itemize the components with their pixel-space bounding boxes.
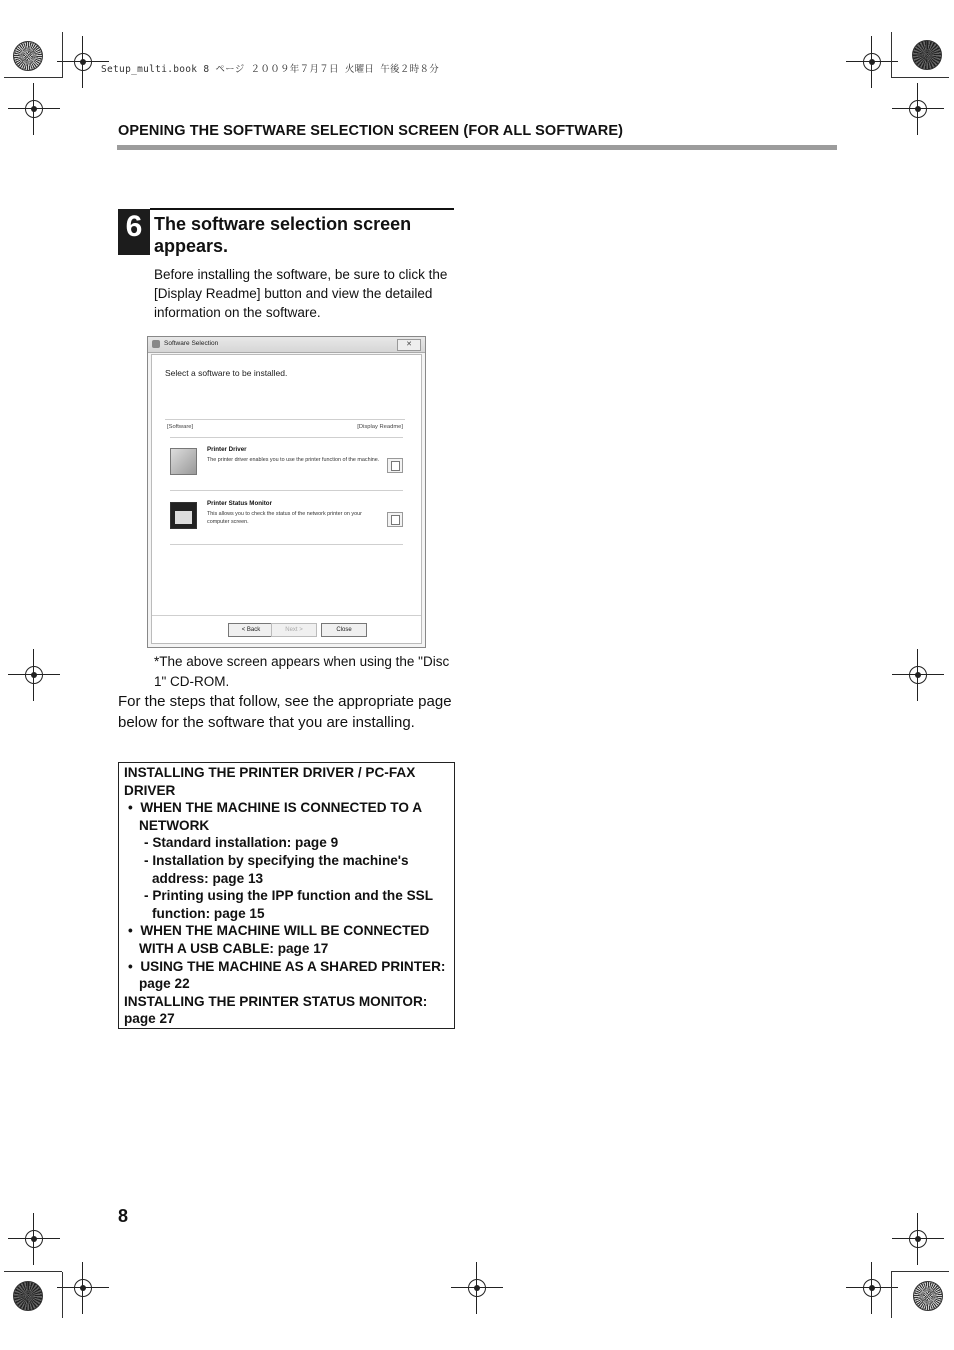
crop-line [891,1272,892,1318]
registration-star-mark [913,1281,943,1311]
crosshair-mark [71,50,95,74]
screenshot-caption: *The above screen appears when using the "Disc 1" CD-ROM. [154,654,450,689]
dialog-separator [165,419,405,420]
crop-line [891,32,892,78]
step-heading: The software selection screen appears. [154,214,412,256]
intro-text: For the steps that follow, see the appropriate page below for the software that you are installing. [118,693,452,731]
crosshair-mark [906,97,930,121]
dialog-separator [152,615,421,616]
crop-line [62,1272,63,1318]
software-item-name[interactable]: Printer Driver [207,446,247,453]
ref-item: • WHEN THE MACHINE WILL BE CONNECTED WITH A USB CABLE: page 17 [128,923,430,956]
crosshair-mark [22,1227,46,1251]
dialog-separator [170,437,403,438]
app-icon [152,340,160,348]
file-header: Setup_multi.book 8 ページ ２００９年７月７日 火曜日 午後２時８分 [101,64,440,75]
dialog-separator [170,490,403,491]
crop-line [4,1271,62,1272]
crosshair-mark [860,50,884,74]
crosshair-mark [906,1227,930,1251]
dialog-body [151,354,422,644]
crosshair-mark [465,1276,489,1300]
registration-star-mark [912,40,942,70]
page-number: 8 [118,1206,129,1226]
step-text: Before installing the software, be sure to click the [Display Readme] button and view the detailed information on the software. [154,267,448,320]
step-rule [150,208,454,210]
close-icon[interactable]: ✕ [397,339,421,351]
ref-heading: INSTALLING THE PRINTER STATUS MONITOR: page 27 [124,993,428,1027]
crop-line [62,32,63,78]
column-display-readme: [Display Readme] [357,424,403,430]
display-readme-button[interactable] [387,458,403,473]
crosshair-mark [22,663,46,687]
back-button[interactable]: < Back [228,623,274,637]
crosshair-mark [906,663,930,687]
crosshair-mark [860,1276,884,1300]
column-software: [Software] [167,424,194,430]
close-button[interactable]: Close [321,623,367,637]
display-readme-button[interactable] [387,512,403,527]
step-number: 6 [118,209,150,255]
dialog-separator [170,544,403,545]
printer-driver-icon[interactable] [170,448,197,475]
dialog-title: Software Selection [164,340,219,347]
registration-star-mark [13,41,43,71]
crop-line [891,77,949,78]
software-selection-dialog [147,336,426,648]
ref-subitem: - Printing using the IPP function and the SSL function: page 15 [144,888,433,921]
ref-item: • USING THE MACHINE AS A SHARED PRINTER: page 22 [128,958,446,992]
crop-line [4,77,62,78]
status-monitor-icon[interactable] [170,502,197,529]
section-divider [117,145,837,150]
dialog-titlebar [148,337,425,353]
crop-line [891,1271,949,1272]
ref-subitem: - Installation by specifying the machine's address: page 13 [144,852,409,886]
next-button[interactable]: Next > [271,623,317,637]
ref-item: • WHEN THE MACHINE IS CONNECTED TO A NETWORK [128,800,422,833]
ref-heading: INSTALLING THE PRINTER DRIVER / PC-FAX DRIVER [124,765,416,798]
software-item-desc: This allows you to check the status of the network printer on your computer screen. [207,511,362,525]
ref-subitem: - Standard installation: page 9 [144,835,339,851]
software-item-name[interactable]: Printer Status Monitor [207,500,272,507]
software-item-desc: The printer driver enables you to use the printer function of the machine. [207,457,380,463]
page-reference-box [118,762,455,1029]
section-title: OPENING THE SOFTWARE SELECTION SCREEN (FOR ALL SOFTWARE) [118,123,624,139]
crosshair-mark [22,97,46,121]
dialog-prompt: Select a software to be installed. [165,368,288,378]
crosshair-mark [71,1276,95,1300]
registration-star-mark [13,1281,43,1311]
